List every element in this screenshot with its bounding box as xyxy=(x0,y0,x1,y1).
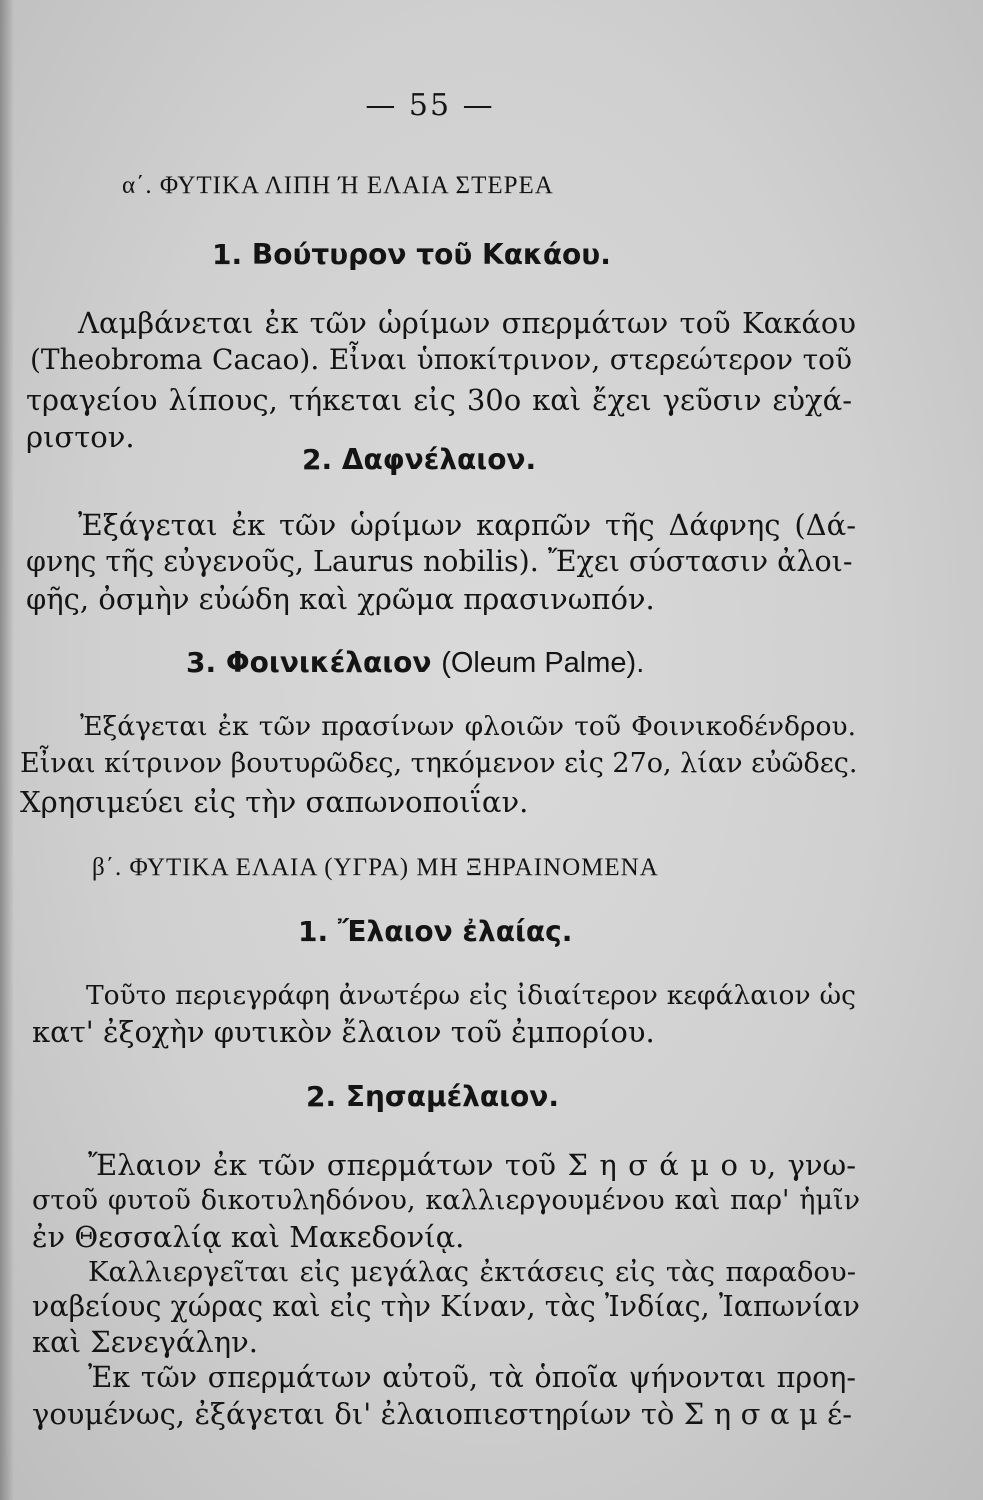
paragraph-line: Εἶναι κίτρινον βουτυρῶδες, τηκόμενον εἰς 27ο, λίαν εὐῶδες. xyxy=(20,748,858,779)
paragraph-line: Χρησιμεύει εἰς τὴν σαπωνοποιΐαν. xyxy=(20,785,529,819)
page-number: — 55 — xyxy=(365,88,495,123)
paragraph-line: Ἔλαιον ἐκ τῶν σπερμάτων τοῦ Σ η σ ά μ ο υ, γνω- xyxy=(88,1148,856,1182)
paragraph-line: ναβείους χώρας καὶ εἰς τὴν Κίναν, τὰς Ἰνδίας, Ἰαπωνίαν xyxy=(32,1290,860,1323)
section-b-title: β΄. ΦΥΤΙΚΑ ΕΛΑΙΑ (ΥΓΡΑ) ΜΗ ΞΗΡΑΙΝΟΜΕΝΑ xyxy=(92,854,659,881)
item-heading-sesame-oil: 2. Σησαμέλαιον. xyxy=(306,1080,559,1113)
item-heading-palm-oil xyxy=(186,646,644,680)
paragraph-line: Τοῦτο περιεγράφη ἀνωτέρω εἰς ἰδιαίτερον κεφάλαιον ὡς xyxy=(86,980,856,1011)
paragraph-line: ἐν Θεσσαλίᾳ καὶ Μακεδονίᾳ. xyxy=(32,1220,465,1254)
item-heading-cocoa-butter: 1. Βούτυρον τοῦ Κακάου. xyxy=(212,238,611,271)
paragraph-line: Ἐξάγεται ἐκ τῶν πρασίνων φλοιῶν τοῦ Φοινικοδένδρου. xyxy=(80,711,856,742)
item-heading-palm-oil-latin: (Oleum Palme). xyxy=(441,647,645,679)
paragraph-line: γουμένως, ἐξάγεται δι' ἐλαιοπιεστηρίων τὸ Σ η σ α μ έ- xyxy=(32,1397,852,1431)
page-edge-shadow xyxy=(0,0,14,1500)
item-heading-palm-oil-greek: 3. Φοινικέλαιον xyxy=(186,646,432,679)
paragraph-line: Καλλιεργεῖται εἰς μεγάλας ἐκτάσεις εἰς τὰς παραδου- xyxy=(88,1256,856,1288)
paragraph-line: Ἐξάγεται ἐκ τῶν ὡρίμων καρπῶν τῆς Δάφνης (Δά- xyxy=(78,508,856,542)
paragraph-line: Λαμβάνεται ἐκ τῶν ὡρίμων σπερμάτων τοῦ Κακάου xyxy=(78,306,856,340)
item-heading-olive-oil: 1. Ἔλαιον ἐλαίας. xyxy=(298,915,573,948)
paragraph-line: φνης τῆς εὐγενοῦς, Laurus nobilis). Ἔχει σύστασιν ἀλοι- xyxy=(26,545,853,578)
item-heading-laurel-oil: 2. Δαφνέλαιον. xyxy=(302,443,537,476)
paragraph-line: ριστον. xyxy=(26,420,135,454)
paragraph-line: φῆς, ὀσμὴν εὐώδη καὶ χρῶμα πρασινωπόν. xyxy=(26,582,655,616)
paragraph-line: στοῦ φυτοῦ δικοτυληδόνου, καλλιεργουμένου καὶ παρ' ἡμῖν xyxy=(32,1185,860,1216)
paragraph-line: Ἐκ τῶν σπερμάτων αὐτοῦ, τὰ ὁποῖα ψήνονται προη- xyxy=(88,1361,856,1394)
paragraph-line: τραγείου λίπους, τήκεται εἰς 30ο καὶ ἔχει γεῦσιν εὐχά- xyxy=(26,383,852,417)
paragraph-line: κατ' ἐξοχὴν φυτικὸν ἔλαιον τοῦ ἐμπορίου. xyxy=(32,1015,655,1049)
section-a-title: α΄. ΦΥΤΙΚΑ ΛΙΠΗ Ή ΕΛΑΙΑ ΣΤΕΡΕΑ xyxy=(122,172,554,199)
paragraph-line: (Theobroma Cacao). Εἶναι ὑποκίτρινον, στερεώτερον τοῦ xyxy=(30,343,852,376)
paragraph-line: καὶ Σενεγάλην. xyxy=(32,1325,258,1359)
